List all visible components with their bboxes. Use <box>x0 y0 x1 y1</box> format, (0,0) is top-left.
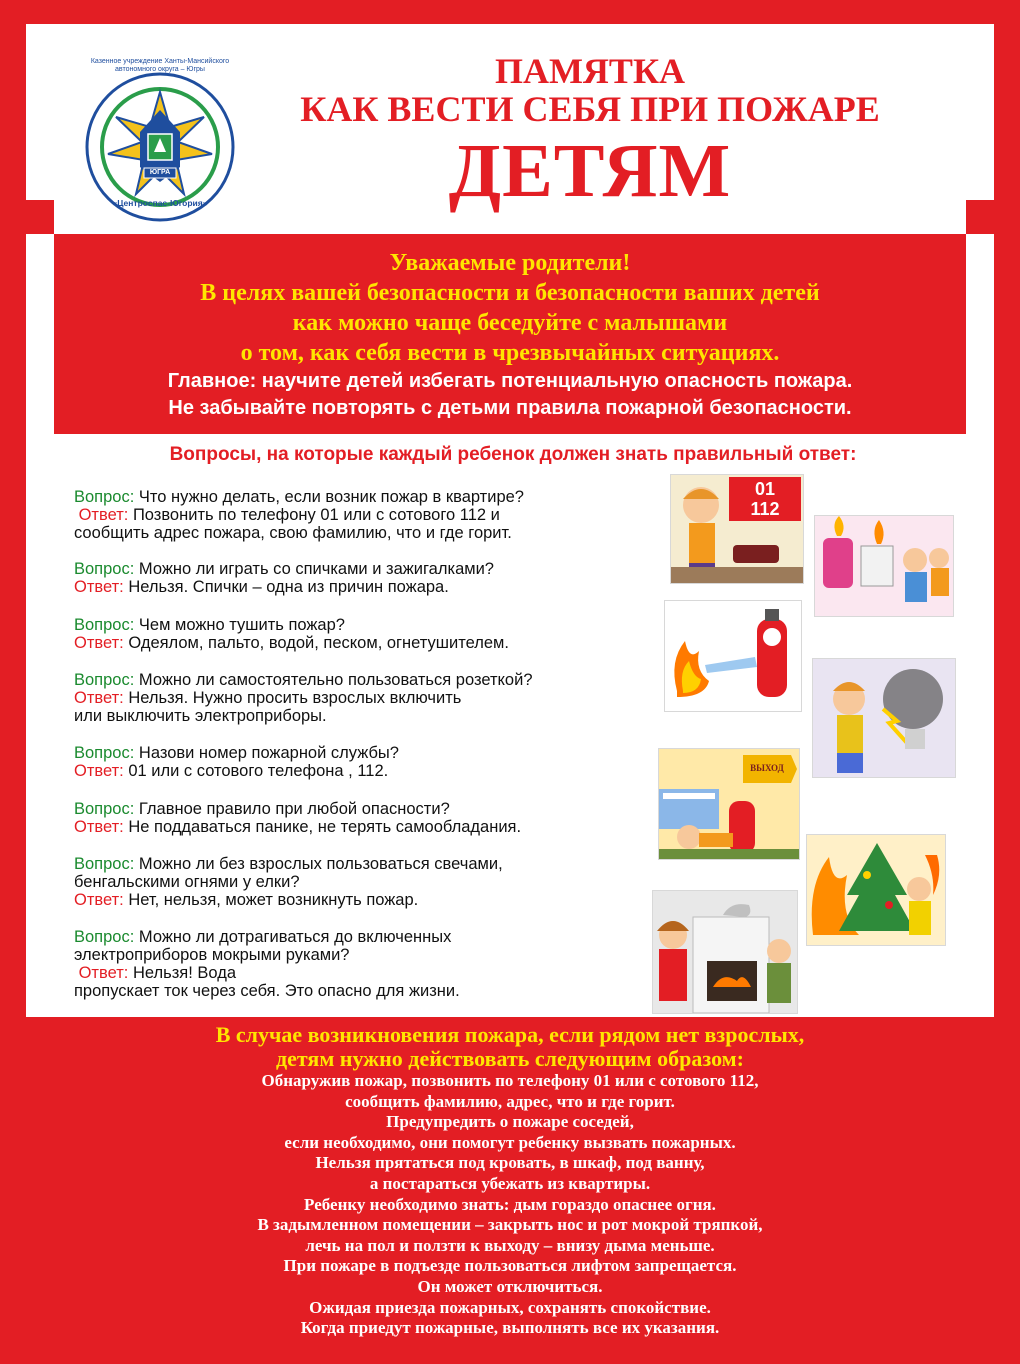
answer-label: Ответ: <box>74 762 124 780</box>
answer-label: Ответ: <box>74 891 124 909</box>
emergency-white-line: Он может отключиться. <box>417 1276 603 1296</box>
answer-label: Ответ: <box>74 818 124 836</box>
answer-label: Ответ: <box>74 634 124 652</box>
qa-item <box>74 671 674 725</box>
emergency-white-line: лечь на пол и ползти к выходу – внизу дыма меньше. <box>305 1235 715 1255</box>
question-text: Можно ли без взрослых пользоваться свечами, <box>138 855 503 873</box>
illustration-exit <box>658 748 800 860</box>
question-label: Вопрос: <box>74 855 135 873</box>
intro-white-line: Главное: научите детей избегать потенциальную опасность пожара. <box>167 370 853 392</box>
christmas-tree-fire-icon <box>807 835 945 945</box>
intro-yellow-line: Уважаемые родители! <box>389 250 631 276</box>
title-line-2: КАК ВЕСТИ СЕБЯ ПРИ ПОЖАРЕ <box>300 89 880 129</box>
question-label: Вопрос: <box>74 488 135 506</box>
title-line-1: ПАМЯТКА <box>494 51 686 91</box>
question-text: Можно ли самостоятельно пользоваться розеткой? <box>138 671 533 689</box>
emergency-white-line: В задымленном помещении – закрыть нос и рот мокрой тряпкой, <box>257 1215 763 1235</box>
question-label: Вопрос: <box>74 616 135 634</box>
illustration-extinguisher <box>664 600 802 712</box>
emergency-yellow-line: В случае возникновения пожара, если рядом нет взрослых, <box>215 1022 805 1047</box>
question-label: Вопрос: <box>74 560 135 578</box>
emergency-white-line: При пожаре в подъезде пользоваться лифтом запрещается. <box>283 1256 737 1276</box>
logo-ring-caption: Казенное учреждение Ханты-Мансийского автономного округа – Югры <box>90 58 230 73</box>
electric-shock-icon <box>813 659 955 777</box>
qa-item <box>74 800 674 836</box>
question-label: Вопрос: <box>74 671 135 689</box>
answer-label: Ответ: <box>78 964 129 982</box>
question-text-cont: бенгальскими огнями у елки? <box>74 873 300 891</box>
emergency-white-line: Ребенку необходимо знать: дым гораздо опаснее огня. <box>304 1194 716 1214</box>
answer-text: Нельзя! Вода <box>132 964 236 982</box>
intro-yellow-line: о том, как себя вести в чрезвычайных ситуациях. <box>240 340 780 366</box>
qa-item <box>74 744 674 780</box>
answer-text: Позвонить по телефону 01 или с сотового 112 и <box>132 506 500 524</box>
frame-top <box>0 0 1020 24</box>
answer-text: Нельзя. Спички – одна из причин пожара. <box>128 578 449 596</box>
answer-text-cont: или выключить электроприборы. <box>74 707 327 725</box>
kitchen-stove-icon <box>653 891 797 1013</box>
frame-corner-right <box>966 200 1020 234</box>
phone-number-112: 112 <box>750 499 780 519</box>
exit-sign-text: ВЫХОД <box>750 763 784 773</box>
emergency-banner <box>26 1017 994 1356</box>
question-label: Вопрос: <box>74 928 135 946</box>
qa-item <box>74 928 674 1000</box>
illustration-phone-call <box>670 474 804 584</box>
logo-badge-text: ЮГРА <box>149 169 171 176</box>
title-line-3: ДЕТЯМ <box>448 129 732 213</box>
illustration-tree-fire <box>806 834 946 946</box>
emergency-white-line: сообщить фамилию, адрес, что и где горит. <box>345 1091 675 1111</box>
logo <box>62 72 258 222</box>
emergency-white-line: Обнаружив пожар, позвонить по телефону 01 или с сотового 112, <box>261 1071 759 1090</box>
question-label: Вопрос: <box>74 744 135 762</box>
questions-header: Вопросы, на которые каждый ребенок должен знать правильный ответ: <box>169 444 857 465</box>
qa-item <box>74 855 674 909</box>
question-text: Что нужно делать, если возник пожар в квартире? <box>138 488 524 506</box>
emergency-white-line: если необходимо, они помогут ребенку вызвать пожарных. <box>284 1132 736 1152</box>
emergency-white-line: Когда приедут пожарные, выполнять все их указания. <box>300 1318 720 1338</box>
emergency-yellow-line: детям нужно действовать следующим образом: <box>276 1046 744 1071</box>
frame-bottom <box>0 1356 1020 1364</box>
illustration-socket <box>812 658 956 778</box>
answer-text-cont: сообщить адрес пожара, свою фамилию, что и где горит. <box>74 524 512 542</box>
fire-extinguisher-icon <box>665 601 801 711</box>
question-text: Главное правило при любой опасности? <box>138 800 450 818</box>
answer-text: 01 или с сотового телефона , 112. <box>128 762 389 780</box>
question-text: Назови номер пожарной службы? <box>138 744 399 762</box>
question-text: Можно ли дотрагиваться до включенных <box>138 928 452 946</box>
intro-white-line: Не забывайте повторять с детьми правила пожарной безопасности. <box>168 397 852 419</box>
intro-yellow-line: как можно чаще беседуйте с малышами <box>292 310 728 336</box>
phone-number-01: 01 <box>754 479 776 499</box>
illustration-matches <box>814 515 954 617</box>
question-text: Чем можно тушить пожар? <box>138 616 345 634</box>
question-text-cont: электроприборов мокрыми руками? <box>74 946 350 964</box>
illustration-kitchen <box>652 890 798 1014</box>
frame-corner-left <box>0 200 54 234</box>
answer-text-cont: пропускает ток через себя. Это опасно для жизни. <box>74 982 460 1000</box>
answer-text: Не поддаваться панике, не терять самообладания. <box>128 818 522 836</box>
logo-bottom-text: «Центроспас-Югория» <box>112 198 208 208</box>
qa-item <box>74 616 674 652</box>
answer-label: Ответ: <box>74 578 124 596</box>
answer-text: Нет, нельзя, может возникнуть пожар. <box>128 891 419 909</box>
page-title <box>260 52 920 214</box>
qa-item <box>74 488 674 542</box>
qa-item <box>74 560 674 596</box>
emergency-white-line: Ожидая приезда пожарных, сохранять спокойствие. <box>309 1297 711 1317</box>
intro-yellow-line: В целях вашей безопасности и безопасности ваших детей <box>200 280 820 306</box>
emergency-white-line: а постараться убежать из квартиры. <box>369 1173 651 1193</box>
answer-text: Нельзя. Нужно просить взрослых включить <box>128 689 462 707</box>
answer-label: Ответ: <box>78 506 129 524</box>
matches-fire-icon <box>815 516 953 616</box>
question-text: Можно ли играть со спичками и зажигалками? <box>138 560 494 578</box>
answer-text: Одеялом, пальто, водой, песком, огнетушителем. <box>128 634 509 652</box>
question-label: Вопрос: <box>74 800 135 818</box>
emergency-white-line: Нельзя прятаться под кровать, в шкаф, под ванну, <box>315 1153 705 1173</box>
emergency-white-line: Предупредить о пожаре соседей, <box>386 1112 634 1132</box>
intro-banner <box>54 234 966 434</box>
answer-label: Ответ: <box>74 689 124 707</box>
